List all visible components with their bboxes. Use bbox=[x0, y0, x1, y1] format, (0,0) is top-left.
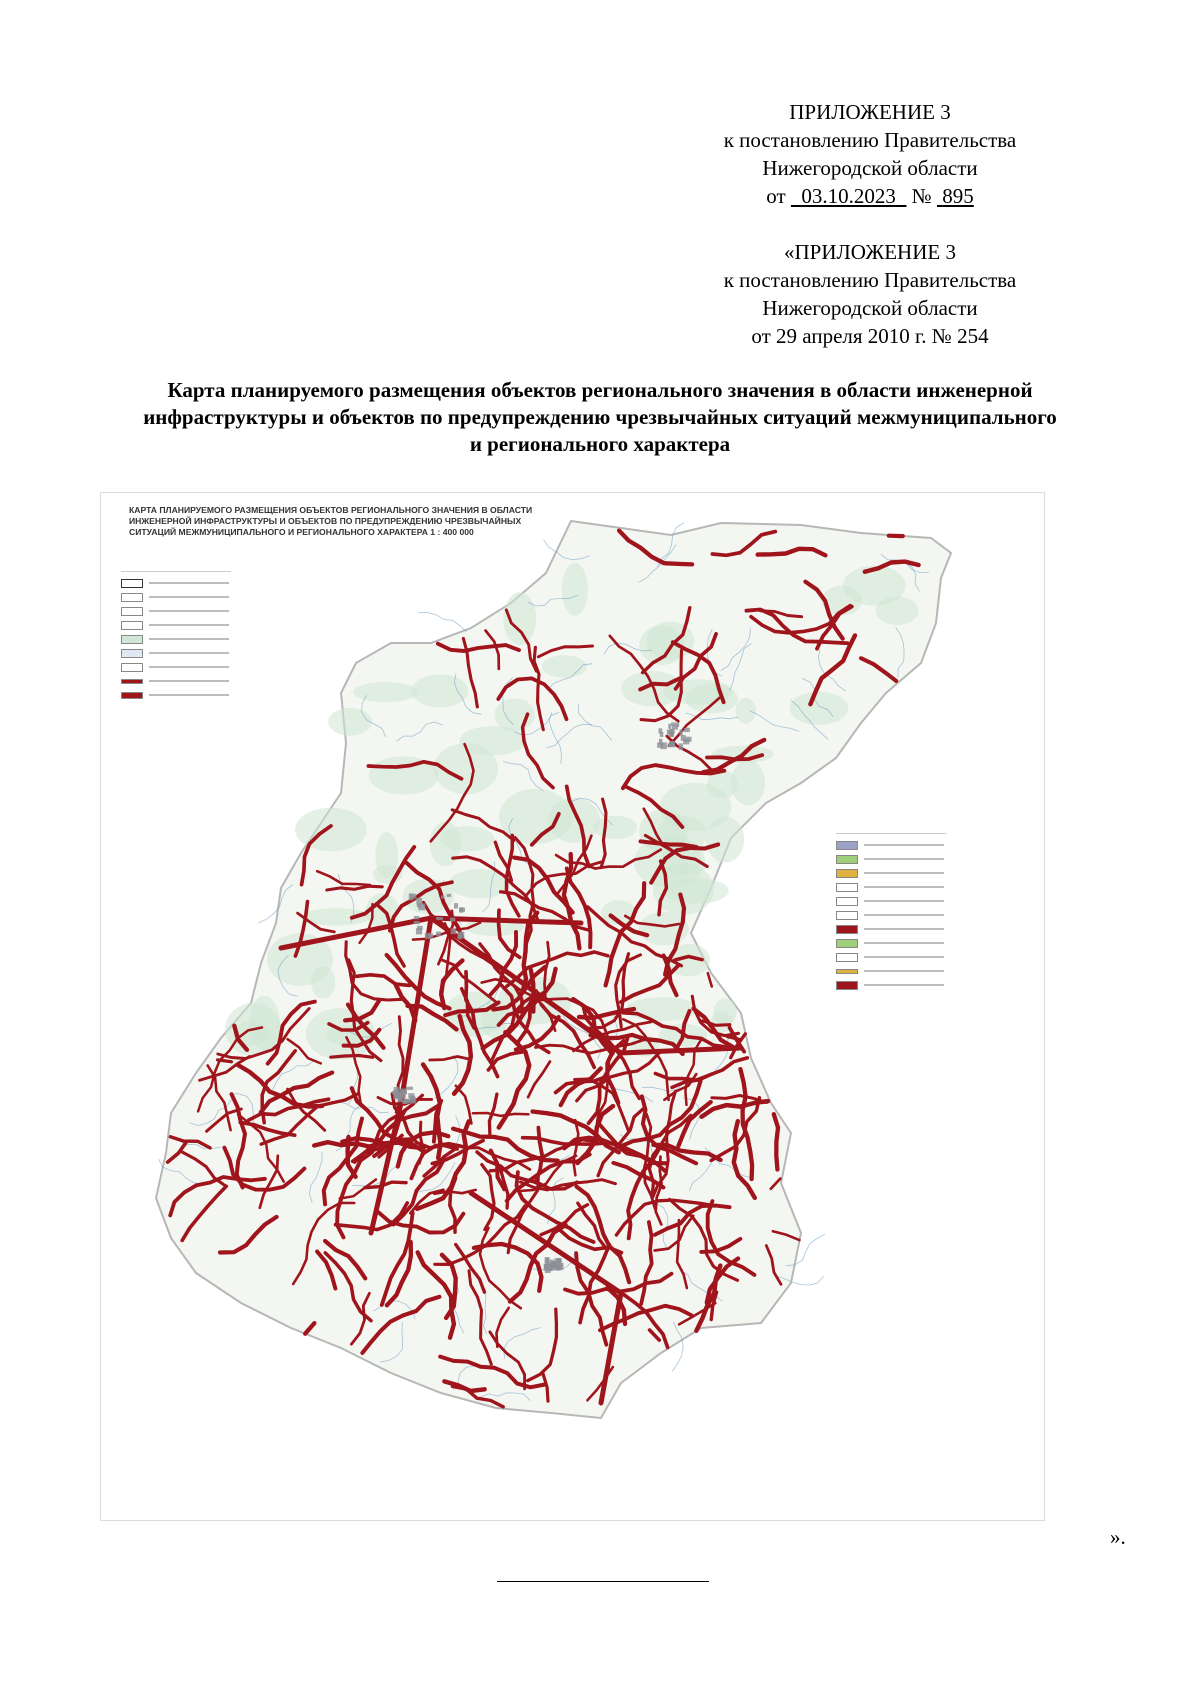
date-prefix: от bbox=[766, 184, 786, 208]
appendix-original-header bbox=[640, 238, 1100, 350]
document-title-line: Карта планируемого размещения объектов регионального значения в области инженерной bbox=[167, 378, 1033, 402]
decree-number: 895 bbox=[942, 184, 974, 208]
appendix-original-region-line: Нижегородской области bbox=[762, 296, 978, 320]
closing-quote: ». bbox=[1110, 1525, 1126, 1549]
region-map bbox=[100, 492, 1045, 1521]
appendix-original-decree-line: к постановлению Правительства bbox=[723, 268, 1017, 292]
document-title-line: инфраструктуры и объектов по предупреждению чрезвычайных ситуаций межмуниципального bbox=[143, 405, 1057, 429]
map-heading: КАРТА ПЛАНИРУЕМОГО РАЗМЕЩЕНИЯ ОБЪЕКТОВ РЕГИОНАЛЬНОГО ЗНАЧЕНИЯ В ОБЛАСТИ ИНЖЕНЕРНОЙ ИНФРАСТРУКТУРЫ И ОБЪЕКТОВ ПО ПРЕДУПРЕЖДЕНИЮ ЧРЕЗВЫЧАЙНЫХ СИТУАЦИЙ МЕЖМУНИЦИПАЛЬНОГО И РЕГИОНАЛЬНОГО ХАРАКТЕРА 1 : 400 000 bbox=[129, 505, 533, 537]
appendix-current-header bbox=[640, 98, 1100, 210]
appendix-region-line: Нижегородской области bbox=[762, 156, 978, 180]
appendix-decree-line: к постановлению Правительства bbox=[723, 128, 1017, 152]
appendix-title: ПРИЛОЖЕНИЕ 3 bbox=[789, 100, 951, 124]
document-title bbox=[70, 377, 1130, 458]
map-drawing bbox=[101, 493, 1044, 1520]
map-reference-legend bbox=[121, 561, 231, 702]
document-title-line: и регионального характера bbox=[469, 432, 731, 456]
appendix-date-line bbox=[640, 182, 1100, 210]
map-symbols-legend bbox=[836, 823, 946, 992]
end-divider bbox=[497, 1581, 709, 1582]
decree-date: 03.10.2023 bbox=[801, 184, 896, 208]
appendix-original-date-line: от 29 апреля 2010 г. № 254 bbox=[751, 324, 989, 348]
number-sign: № bbox=[911, 184, 932, 208]
appendix-original-title: «ПРИЛОЖЕНИЕ 3 bbox=[784, 240, 956, 264]
